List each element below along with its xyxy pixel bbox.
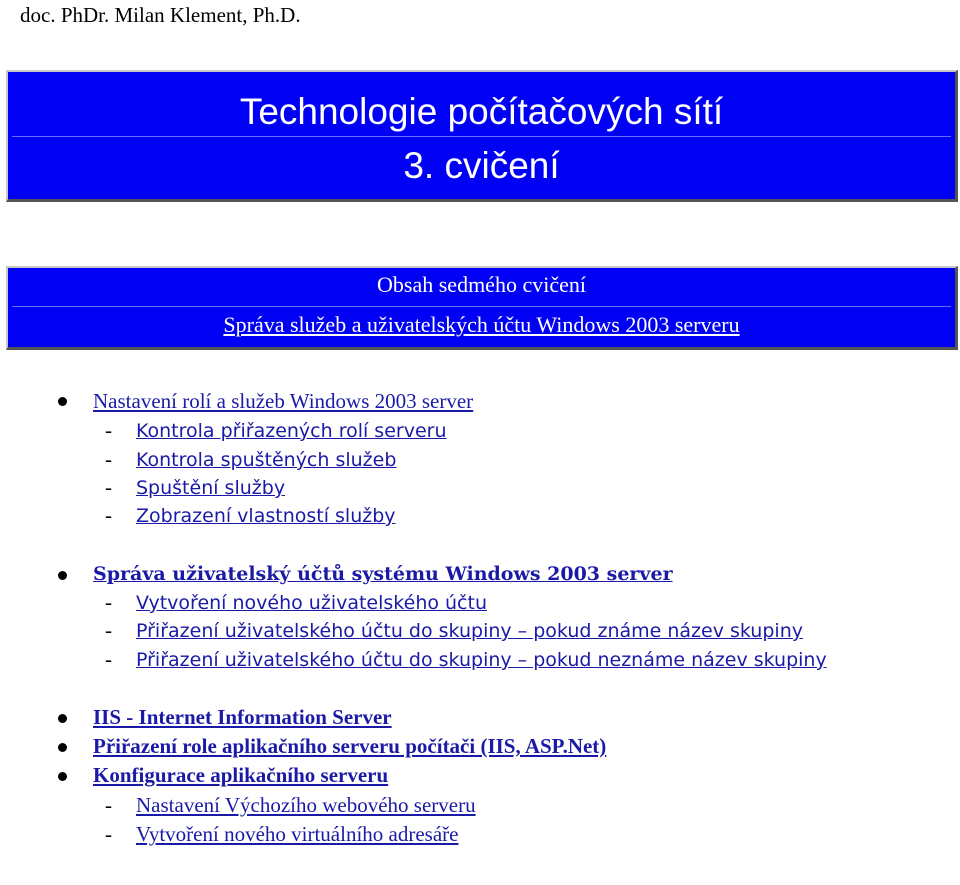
dash-marker: -	[105, 590, 112, 614]
outline-item[interactable]: Vytvoření nového uživatelského účtu	[136, 592, 487, 614]
dash-marker: -	[105, 647, 112, 671]
bullet-icon	[58, 571, 67, 580]
outline-section-roles-services[interactable]: Nastavení rolí a služeb Windows 2003 server	[93, 389, 474, 413]
dash-marker: -	[105, 418, 112, 442]
outline-section-app-server-config[interactable]: Konfigurace aplikačního serveru	[93, 763, 389, 787]
dash-marker: -	[105, 447, 112, 471]
contents-topic-link[interactable]: Správa služeb a uživatelských účtu Windows 2003 serveru	[223, 312, 740, 337]
outline-section-iis[interactable]: IIS - Internet Information Server	[93, 705, 392, 729]
outline-item[interactable]: Přiřazení uživatelského účtu do skupiny – pokud známe název skupiny	[136, 620, 803, 642]
contents-heading: Obsah sedmého cvičení	[377, 272, 586, 297]
outline-item[interactable]: Kontrola spuštěných služeb	[136, 449, 397, 471]
bullet-icon	[58, 743, 67, 752]
bullet-icon	[58, 772, 67, 781]
outline-section-app-server-role[interactable]: Přiřazení role aplikačního serveru počítači (IIS, ASP.Net)	[93, 734, 607, 758]
dash-marker: -	[105, 618, 112, 642]
dash-marker: -	[105, 793, 112, 817]
outline-item[interactable]: Spuštění služby	[136, 477, 286, 499]
author-name: doc. PhDr. Milan Klement, Ph.D.	[20, 3, 301, 27]
bullet-icon	[58, 397, 67, 406]
page-title: Technologie počítačových sítí	[239, 91, 724, 132]
dash-marker: -	[105, 503, 112, 527]
page-subtitle: 3. cvičení	[403, 145, 560, 186]
dash-marker: -	[105, 475, 112, 499]
outline-item[interactable]: Vytvoření nového virtuálního adresáře	[136, 822, 459, 846]
dash-marker: -	[105, 822, 112, 846]
outline-item[interactable]: Zobrazení vlastností služby	[136, 505, 396, 527]
outline-item[interactable]: Kontrola přiřazených rolí serveru	[136, 420, 447, 442]
bullet-icon	[58, 714, 67, 723]
outline-section-user-accounts[interactable]: Správa uživatelský účtů systému Windows 2003 server	[93, 563, 673, 585]
outline-item[interactable]: Nastavení Výchozího webového serveru	[136, 793, 476, 817]
outline-item[interactable]: Přiřazení uživatelského účtu do skupiny – pokud neznáme název skupiny	[136, 649, 827, 671]
